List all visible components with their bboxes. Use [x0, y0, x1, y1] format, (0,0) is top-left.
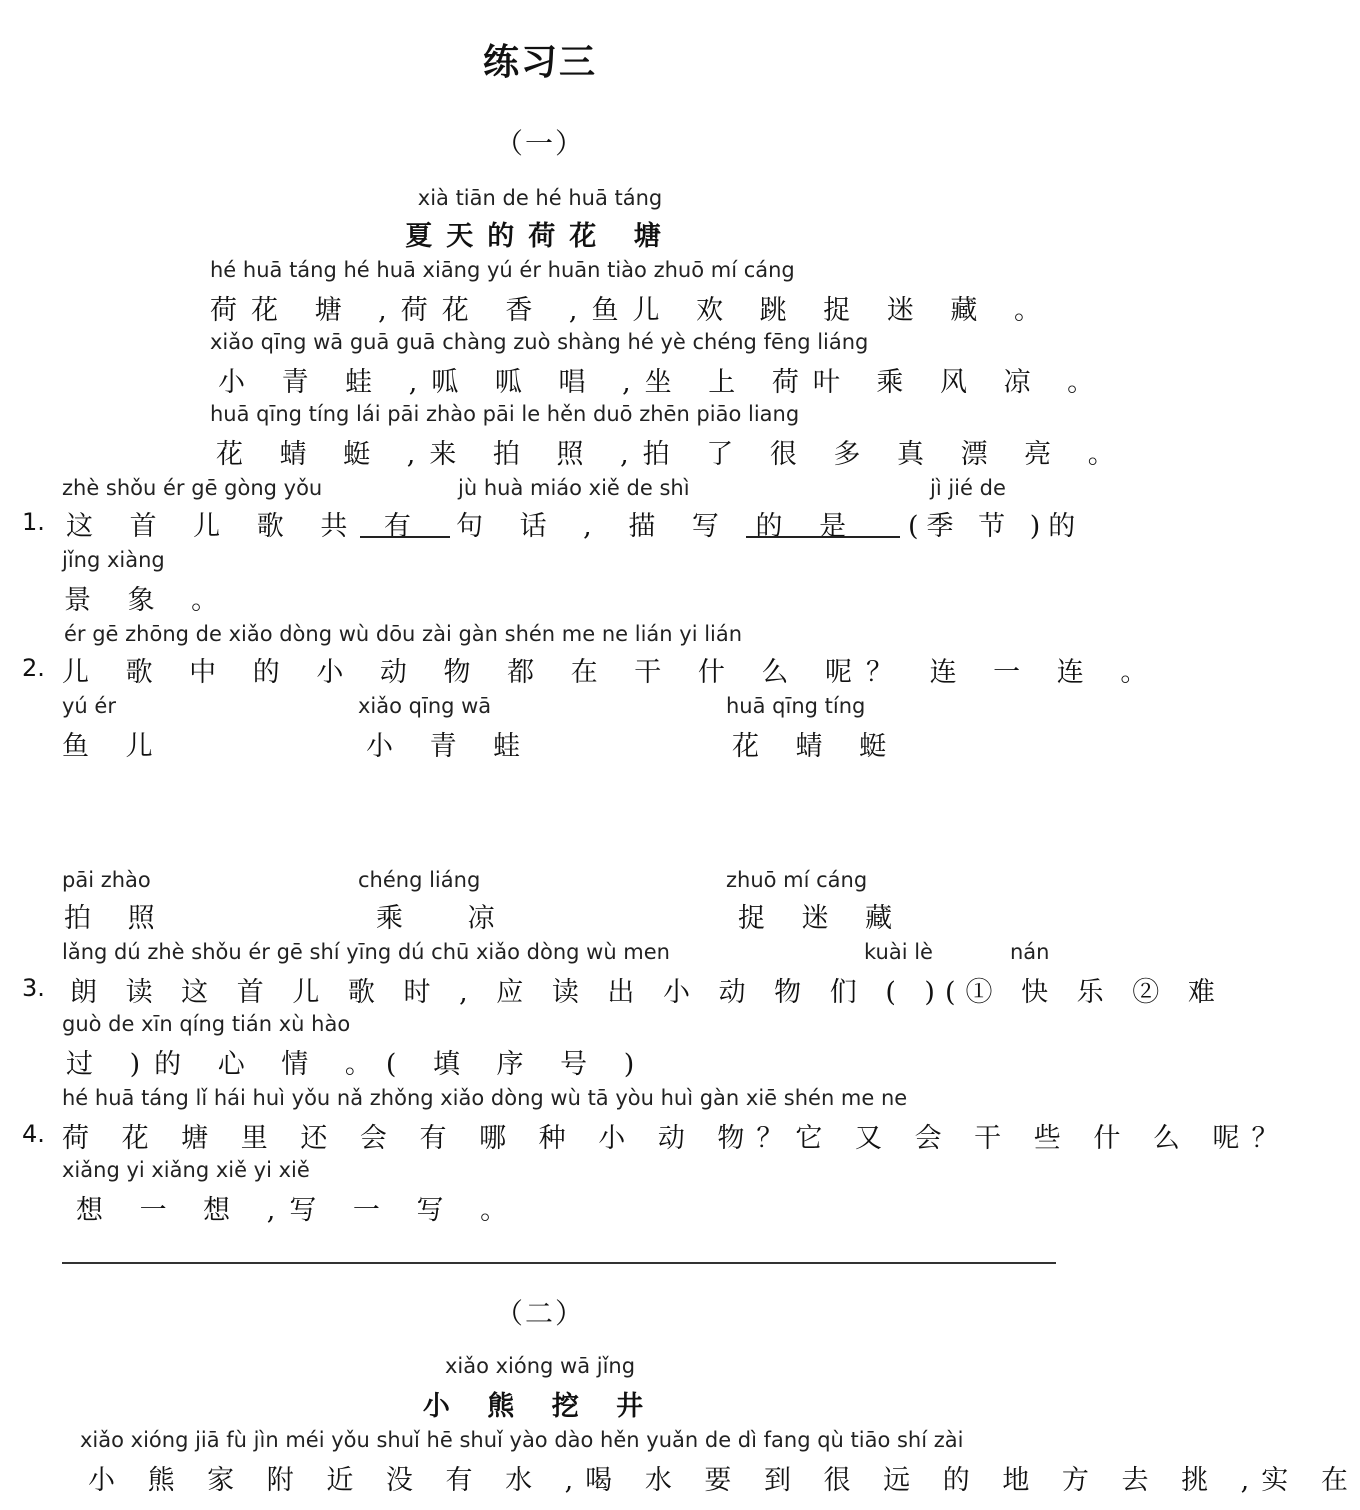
poem-title-pinyin: xià tiān de hé huā táng: [417, 186, 663, 210]
q3-pinyin-a: lǎng dú zhè shǒu ér gē shí yīng dú chū xiǎo dòng wù men: [62, 940, 670, 964]
action-3[interactable]: 捉 迷 藏: [738, 903, 907, 934]
action-1[interactable]: 拍 照: [64, 903, 169, 934]
action-1-pinyin: pāi zhào: [62, 868, 151, 892]
animal-1[interactable]: 鱼 儿: [62, 731, 167, 762]
story-line-1: 小 熊 家 附 近 没 有 水 ,喝 水 要 到 很 远 的 地 方 去 挑 ,实 在: [88, 1465, 1360, 1496]
q3-pinyin-2: guò de xīn qíng tián xù hào: [62, 1012, 351, 1036]
q1-number: 1.: [22, 508, 45, 536]
q1-pinyin-c: jì jié de: [930, 476, 1006, 500]
q1-text-a: 这 首 儿 歌 共 有: [66, 511, 425, 542]
q2-pinyin: ér gē zhōng de xiǎo dòng wù dōu zài gàn shén me ne lián yi lián: [64, 622, 743, 646]
action-3-pinyin: zhuō mí cáng: [726, 868, 868, 892]
q1-blank-sentence-count[interactable]: [360, 508, 450, 538]
q1-pinyin-2: jǐng xiàng: [62, 548, 165, 572]
q2-text: 儿 歌 中 的 小 动 物 都 在 干 什 么 呢？ 连 一 连 。: [62, 657, 1162, 688]
poem-title: 夏天的荷花 塘: [405, 221, 675, 252]
section-divider: [62, 1262, 1056, 1264]
poem-line-3-pinyin: huā qīng tíng lái pāi zhào pāi le hěn duō zhēn piāo liang: [210, 402, 800, 426]
story-title: 小 熊 挖 井: [422, 1391, 658, 1422]
q4-text-2: 想 一 想 ,写 一 写 。: [76, 1195, 522, 1226]
q4-text: 荷 花 塘 里 还 会 有 哪 种 小 动 物？它 又 会 干 些 什 么 呢？: [62, 1123, 1291, 1154]
q2-number: 2.: [22, 654, 45, 682]
animal-3-pinyin: huā qīng tíng: [726, 694, 866, 718]
poem-line-1: 荷花 塘 ,荷花 香 ,鱼儿 欢 跳 捉 迷 藏 。: [210, 295, 1055, 326]
poem-line-2: 小 青 蛙 ,呱 呱 唱 ,坐 上 荷叶 乘 风 凉 。: [218, 367, 1109, 398]
animal-1-pinyin: yú ér: [62, 694, 116, 718]
q1-text-c: (季 节 )的: [908, 511, 1084, 542]
poem-line-1-pinyin: hé huā táng hé huā xiāng yú ér huān tiào zhuō mí cáng: [210, 258, 795, 282]
q1-text-2: 景 象 。: [64, 585, 233, 616]
q4-pinyin-2: xiǎng yi xiǎng xiě yi xiě: [62, 1158, 310, 1182]
section-heading-2: （二）: [494, 1297, 585, 1330]
page-title: 练习三: [482, 41, 597, 83]
q1-text-b: 句 话 , 描 写 的 是: [456, 511, 861, 542]
action-2[interactable]: 乘 凉: [376, 903, 523, 934]
q3-text: 朗 读 这 首 儿 歌 时 , 应 读 出 小 动 物 们 ( )(① 快 乐 ② 难: [70, 977, 1225, 1008]
poem-line-3: 花 蜻 蜓 ,来 拍 照 ,拍 了 很 多 真 漂 亮 。: [216, 439, 1129, 470]
q4-number: 4.: [22, 1120, 45, 1148]
action-2-pinyin: chéng liáng: [358, 868, 481, 892]
animal-2[interactable]: 小 青 蛙: [366, 731, 535, 762]
section-heading-1: （一）: [494, 127, 585, 160]
animal-2-pinyin: xiǎo qīng wā: [358, 694, 492, 718]
q3-number: 3.: [22, 974, 45, 1002]
q1-pinyin-b: jù huà miáo xiě de shì: [458, 476, 690, 500]
q4-pinyin: hé huā táng lǐ hái huì yǒu nǎ zhǒng xiǎo dòng wù tā yòu huì gàn xiē shén me ne: [62, 1086, 908, 1110]
q3-pinyin-b: kuài lè: [864, 940, 933, 964]
q1-blank-season[interactable]: [746, 508, 900, 538]
q3-text-2: 过 )的 心 情 。( 填 序 号 ): [66, 1049, 649, 1080]
story-line-1-pinyin: xiǎo xióng jiā fù jìn méi yǒu shuǐ hē shuǐ yào dào hěn yuǎn de dì fang qù tiāo shí zài: [80, 1428, 964, 1452]
q3-pinyin-c: nán: [1010, 940, 1050, 964]
story-title-pinyin: xiǎo xióng wā jǐng: [444, 1354, 636, 1378]
animal-3[interactable]: 花 蜻 蜓: [732, 731, 901, 762]
poem-line-2-pinyin: xiǎo qīng wā guā guā chàng zuò shàng hé yè chéng fēng liáng: [210, 330, 869, 354]
q1-pinyin-a: zhè shǒu ér gē gòng yǒu: [62, 476, 323, 500]
